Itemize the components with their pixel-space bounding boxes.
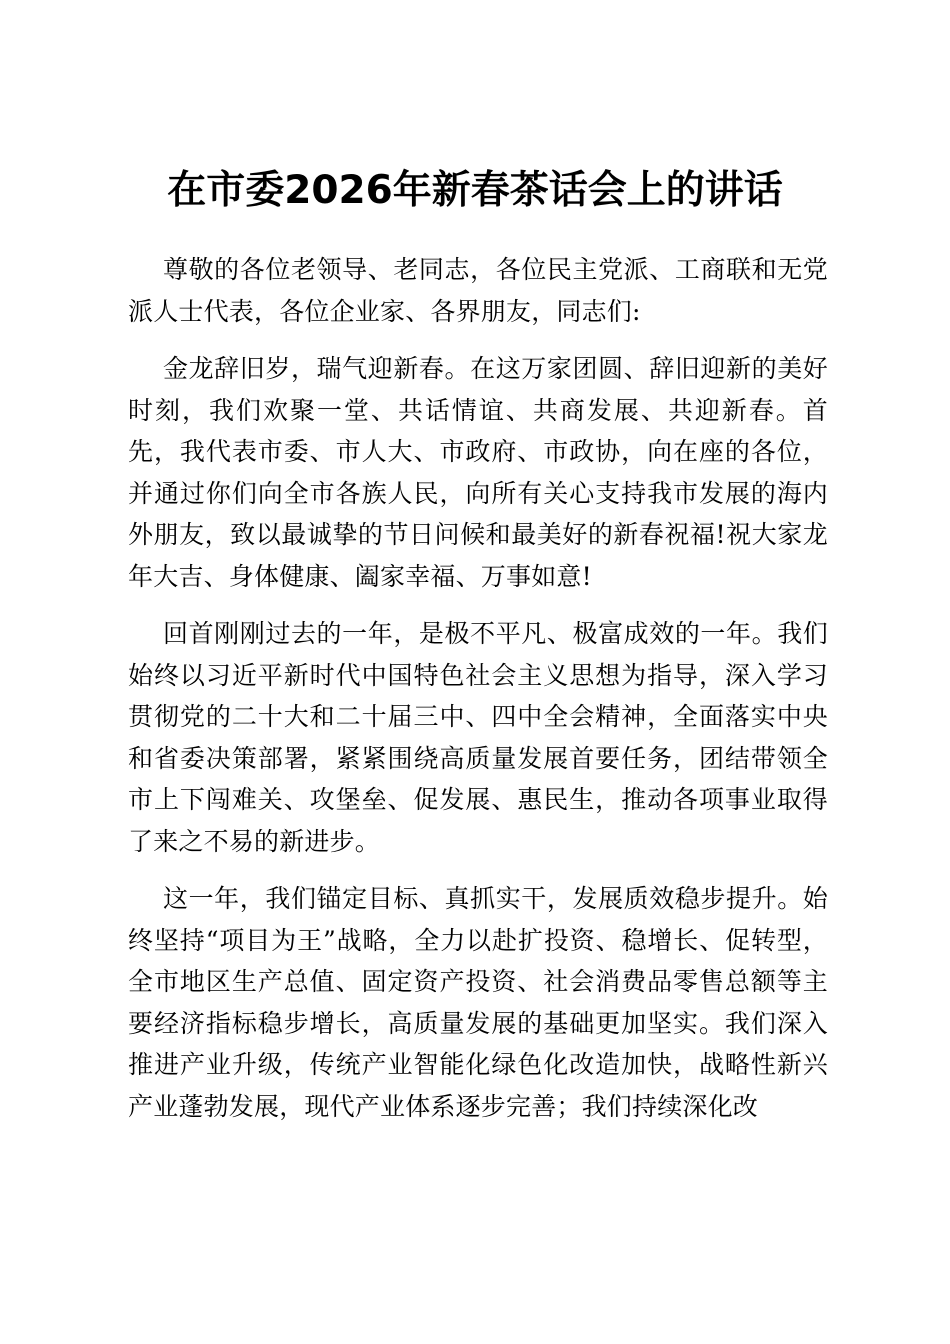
paragraph-salutation: 尊敬的各位老领导、老同志，各位民主党派、工商联和无党派人士代表，各位企业家、各界朋友，同志们: [128, 255, 828, 326]
paragraph-greeting: 金龙辞旧岁，瑞气迎新春。在这万家团圆、辞旧迎新的美好时刻，我们欢聚一堂、共话情谊、共商发展、共迎新春。首先，我代表市委、市人大、市政府、市政协，向在座的各位，并通过你们向全市各族人民，向所有关心支持我市发展的海内外朋友，致以最诚挚的节日问候和最美好的新春祝福!祝大家龙年大吉、身体健康、阖家幸福、万事如意! [128, 354, 828, 591]
paragraph-achievements: 这一年，我们锚定目标、真抓实干，发展质效稳步提升。始终坚持“项目为王”战略，全力以赴扩投资、稳增长、促转型，全市地区生产总值、固定资产投资、社会消费品零售总额等主要经济指标稳步增长，高质量发展的基础更加坚实。我们深入推进产业升级，传统产业智能化绿色化改造加快，战略性新兴产业蓬勃发展，现代产业体系逐步完善；我们持续深化改 [128, 884, 828, 1121]
document-title: 在市委2026年新春茶话会上的讲话 [167, 168, 783, 213]
paragraph-review: 回首刚刚过去的一年，是极不平凡、极富成效的一年。我们始终以习近平新时代中国特色社会主义思想为指导，深入学习贯彻党的二十大和二十届三中、四中全会精神，全面落实中央和省委决策部署，紧紧围绕高质量发展首要任务，团结带领全市上下闯难关、攻堡垒、促发展、惠民生，推动各项事业取得了来之不易的新进步。 [128, 619, 828, 856]
document-body [128, 249, 828, 1143]
